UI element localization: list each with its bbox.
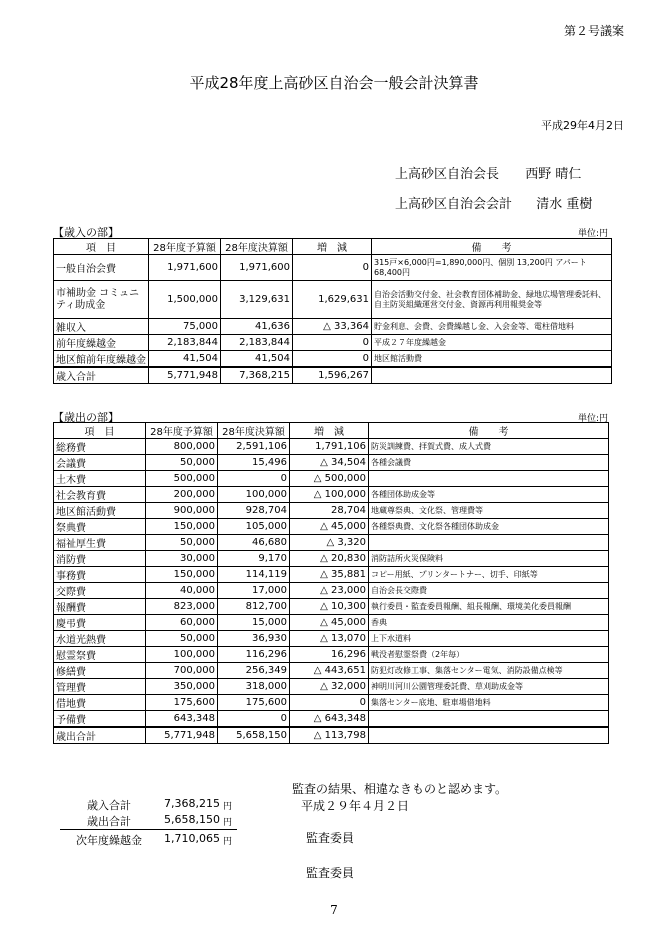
row-diff: △ 45,000 xyxy=(290,519,369,535)
row-item: 福祉厚生費 xyxy=(54,535,146,551)
row-item: 借地費 xyxy=(54,695,146,711)
row-diff: △ 100,000 xyxy=(290,487,369,503)
total-budget: 5,771,948 xyxy=(146,727,218,744)
page-title: 平成28年度上高砂区自治会一般会計決算書 xyxy=(189,74,479,92)
row-budget: 823,000 xyxy=(146,599,218,615)
row-actual: 105,000 xyxy=(218,519,290,535)
row-item: 地区館前年度繰越金 xyxy=(54,351,149,368)
row-item: 慰霊祭費 xyxy=(54,647,146,663)
row-remark: 防犯灯改修工事、集落センター電気、消防設備点検等 xyxy=(369,663,609,679)
summary-value: 7,368,215 xyxy=(164,797,220,810)
row-diff: △ 35,881 xyxy=(290,567,369,583)
row-remark: 地区館活動費 xyxy=(372,351,612,368)
table-row xyxy=(54,679,609,695)
table-row xyxy=(54,695,609,711)
signer-role: 上高砂区自治会長 xyxy=(395,167,500,182)
row-budget: 150,000 xyxy=(146,567,218,583)
row-item: 会議費 xyxy=(54,455,146,471)
row-budget: 900,000 xyxy=(146,503,218,519)
row-diff: 28,704 xyxy=(290,503,369,519)
row-remark: 各種祭典費、文化祭各種団体助成金 xyxy=(369,519,609,535)
header-remark: 備 考 xyxy=(372,239,612,255)
total-actual: 7,368,215 xyxy=(221,367,293,384)
row-remark: 執行委員・監査委員報酬、組長報酬、環境美化委員報酬 xyxy=(369,599,609,615)
header-item: 項 目 xyxy=(54,239,149,255)
row-diff: △ 643,348 xyxy=(290,711,369,728)
page-number: 7 xyxy=(330,903,338,917)
row-budget: 75,000 xyxy=(149,319,221,335)
summary-expense-row xyxy=(60,813,240,828)
row-remark: 消防詰所火災保険料 xyxy=(369,551,609,567)
row-item: 祭典費 xyxy=(54,519,146,535)
row-remark: 地蔵尊祭典、文化祭、管理費等 xyxy=(369,503,609,519)
row-actual: 175,600 xyxy=(218,695,290,711)
summary-value: 1,710,065 xyxy=(164,832,220,845)
row-budget: 50,000 xyxy=(146,631,218,647)
row-diff: 0 xyxy=(293,255,372,281)
audit-date: 平成２９年４月２日 xyxy=(301,799,410,813)
row-remark: 315戸×6,000円=1,890,000円、個別 13,200円 アパート 68,400円 xyxy=(372,255,612,281)
row-item: 消防費 xyxy=(54,551,146,567)
row-budget: 175,600 xyxy=(146,695,218,711)
expense-total-row xyxy=(54,727,609,744)
row-remark xyxy=(369,471,609,487)
table-row xyxy=(54,503,609,519)
row-budget: 30,000 xyxy=(146,551,218,567)
document-date: 平成29年4月2日 xyxy=(541,119,624,132)
row-actual: 0 xyxy=(218,471,290,487)
table-row xyxy=(54,711,609,728)
auditor-label-2: 監査委員 xyxy=(306,866,355,880)
row-item: 水道光熱費 xyxy=(54,631,146,647)
row-remark xyxy=(369,535,609,551)
row-actual: 0 xyxy=(218,711,290,728)
row-budget: 40,000 xyxy=(146,583,218,599)
table-row xyxy=(54,567,609,583)
row-diff: △ 3,320 xyxy=(290,535,369,551)
table-row xyxy=(54,351,612,368)
total-diff: 1,596,267 xyxy=(293,367,372,384)
row-item: 事務費 xyxy=(54,567,146,583)
row-actual: 3,129,631 xyxy=(221,281,293,319)
header-budget: 28年度予算額 xyxy=(146,423,218,439)
summary-label: 歳入合計 xyxy=(87,799,131,812)
row-actual: 17,000 xyxy=(218,583,290,599)
table-header-row xyxy=(54,423,609,439)
row-budget: 1,500,000 xyxy=(149,281,221,319)
signer-treasurer xyxy=(395,193,592,212)
row-actual: 2,591,106 xyxy=(218,439,290,455)
row-budget: 50,000 xyxy=(146,455,218,471)
row-item: 雑収入 xyxy=(54,319,149,335)
summary-label: 歳出合計 xyxy=(87,815,131,828)
row-item: 報酬費 xyxy=(54,599,146,615)
row-item: 管理費 xyxy=(54,679,146,695)
table-row xyxy=(54,335,612,351)
signer-role: 上高砂区自治会会計 xyxy=(395,197,513,212)
summary-carryover-row xyxy=(60,832,240,847)
row-diff: △ 45,000 xyxy=(290,615,369,631)
row-remark: 香典 xyxy=(369,615,609,631)
summary-value: 5,658,150 xyxy=(164,813,220,826)
header-diff: 増 減 xyxy=(293,239,372,255)
signer-name: 清水 重樹 xyxy=(536,197,593,212)
row-diff: △ 500,000 xyxy=(290,471,369,487)
table-row xyxy=(54,255,612,281)
row-item: 市補助金 コミュニティ助成金 xyxy=(54,281,149,319)
row-diff: 0 xyxy=(293,335,372,351)
row-diff: 0 xyxy=(293,351,372,368)
row-diff: △ 13,070 xyxy=(290,631,369,647)
row-remark: 上下水道料 xyxy=(369,631,609,647)
signer-chairman xyxy=(395,163,581,182)
table-row xyxy=(54,583,609,599)
row-item: 前年度繰越金 xyxy=(54,335,149,351)
row-actual: 812,700 xyxy=(218,599,290,615)
row-item: 修繕費 xyxy=(54,663,146,679)
total-item: 歳出合計 xyxy=(54,727,146,744)
row-actual: 2,183,844 xyxy=(221,335,293,351)
expense-unit-label: 単位:円 xyxy=(577,414,608,424)
row-budget: 800,000 xyxy=(146,439,218,455)
row-remark: 自治会長交際費 xyxy=(369,583,609,599)
table-row xyxy=(54,647,609,663)
expense-table xyxy=(53,422,609,744)
row-diff: 1,791,106 xyxy=(290,439,369,455)
row-actual: 46,680 xyxy=(218,535,290,551)
row-remark xyxy=(369,711,609,728)
row-actual: 36,930 xyxy=(218,631,290,647)
table-row xyxy=(54,439,609,455)
row-actual: 114,119 xyxy=(218,567,290,583)
row-remark: 防災訓練費、拝賀式費、成人式費 xyxy=(369,439,609,455)
row-budget: 2,183,844 xyxy=(149,335,221,351)
row-item: 予備費 xyxy=(54,711,146,728)
row-diff: △ 20,830 xyxy=(290,551,369,567)
row-diff: △ 33,364 xyxy=(293,319,372,335)
row-actual: 100,000 xyxy=(218,487,290,503)
header-diff: 増 減 xyxy=(290,423,369,439)
header-remark: 備 考 xyxy=(369,423,609,439)
row-diff: 1,629,631 xyxy=(293,281,372,319)
table-row xyxy=(54,551,609,567)
table-row xyxy=(54,319,612,335)
summary-unit: 円 xyxy=(223,837,233,847)
row-diff: 0 xyxy=(290,695,369,711)
row-remark: 貯金利息、会費、会費繰越し金、入会金等、電柱借地料 xyxy=(372,319,612,335)
row-budget: 500,000 xyxy=(146,471,218,487)
row-remark: コピー用紙、プリンタートナー、切手、印紙等 xyxy=(369,567,609,583)
row-budget: 150,000 xyxy=(146,519,218,535)
row-actual: 41,636 xyxy=(221,319,293,335)
income-total-row xyxy=(54,367,612,384)
row-diff: △ 34,504 xyxy=(290,455,369,471)
row-diff: △ 443,651 xyxy=(290,663,369,679)
row-budget: 41,504 xyxy=(149,351,221,368)
expense-section-label: 【歳出の部】 xyxy=(53,411,119,424)
total-budget: 5,771,948 xyxy=(149,367,221,384)
header-actual: 28年度決算額 xyxy=(221,239,293,255)
total-actual: 5,658,150 xyxy=(218,727,290,744)
row-item: 慶弔費 xyxy=(54,615,146,631)
table-row xyxy=(54,519,609,535)
row-actual: 928,704 xyxy=(218,503,290,519)
row-budget: 100,000 xyxy=(146,647,218,663)
row-remark: 各種会議費 xyxy=(369,455,609,471)
header-budget: 28年度予算額 xyxy=(149,239,221,255)
table-row xyxy=(54,663,609,679)
row-item: 社会教育費 xyxy=(54,487,146,503)
row-actual: 256,349 xyxy=(218,663,290,679)
row-diff: 16,296 xyxy=(290,647,369,663)
row-diff: △ 23,000 xyxy=(290,583,369,599)
summary-unit: 円 xyxy=(223,818,233,828)
table-header-row xyxy=(54,239,612,255)
row-diff: △ 10,300 xyxy=(290,599,369,615)
row-remark: 集落センター底地、駐車場借地料 xyxy=(369,695,609,711)
row-actual: 1,971,600 xyxy=(221,255,293,281)
row-remark: 神明川河川公園管理委託費、草刈助成金等 xyxy=(369,679,609,695)
row-remark: 各種団体助成金等 xyxy=(369,487,609,503)
total-remark xyxy=(369,727,609,744)
row-budget: 700,000 xyxy=(146,663,218,679)
row-actual: 41,504 xyxy=(221,351,293,368)
row-item: 交際費 xyxy=(54,583,146,599)
income-section-label: 【歳入の部】 xyxy=(53,226,119,239)
row-item: 一般自治会費 xyxy=(54,255,149,281)
row-actual: 9,170 xyxy=(218,551,290,567)
summary-income-row xyxy=(60,797,240,812)
table-row xyxy=(54,599,609,615)
row-remark: 戦没者慰霊祭費（2年毎） xyxy=(369,647,609,663)
row-item: 土木費 xyxy=(54,471,146,487)
total-remark xyxy=(372,367,612,384)
row-budget: 50,000 xyxy=(146,535,218,551)
row-item: 総務費 xyxy=(54,439,146,455)
table-row xyxy=(54,535,609,551)
header-item: 項 目 xyxy=(54,423,146,439)
row-actual: 116,296 xyxy=(218,647,290,663)
row-diff: △ 32,000 xyxy=(290,679,369,695)
row-item: 地区館活動費 xyxy=(54,503,146,519)
header-actual: 28年度決算額 xyxy=(218,423,290,439)
table-row xyxy=(54,487,609,503)
row-budget: 60,000 xyxy=(146,615,218,631)
row-actual: 318,000 xyxy=(218,679,290,695)
row-actual: 15,000 xyxy=(218,615,290,631)
document-number: 第２号議案 xyxy=(563,24,624,38)
row-remark: 平成２７年度繰越金 xyxy=(372,335,612,351)
row-actual: 15,496 xyxy=(218,455,290,471)
summary-unit: 円 xyxy=(223,802,233,812)
table-row xyxy=(54,471,609,487)
auditor-label-1: 監査委員 xyxy=(306,831,355,845)
income-unit-label: 単位:円 xyxy=(577,229,608,239)
row-remark: 自治会活動交付金、社会教育団体補助金、緑地広場管理委託料、自主防災組織運営交付金、資源再利用報奨金等 xyxy=(372,281,612,319)
row-budget: 350,000 xyxy=(146,679,218,695)
row-budget: 200,000 xyxy=(146,487,218,503)
table-row xyxy=(54,615,609,631)
row-budget: 643,348 xyxy=(146,711,218,728)
table-row xyxy=(54,455,609,471)
summary-divider xyxy=(60,829,237,830)
audit-statement: 監査の結果、相違なきものと認めます。 xyxy=(292,782,508,796)
total-item: 歳入合計 xyxy=(54,367,149,384)
table-row xyxy=(54,631,609,647)
row-budget: 1,971,600 xyxy=(149,255,221,281)
table-row xyxy=(54,281,612,319)
summary-label: 次年度繰越金 xyxy=(76,834,142,847)
total-diff: △ 113,798 xyxy=(290,727,369,744)
income-table xyxy=(53,238,612,384)
signer-name: 西野 晴仁 xyxy=(525,167,582,182)
